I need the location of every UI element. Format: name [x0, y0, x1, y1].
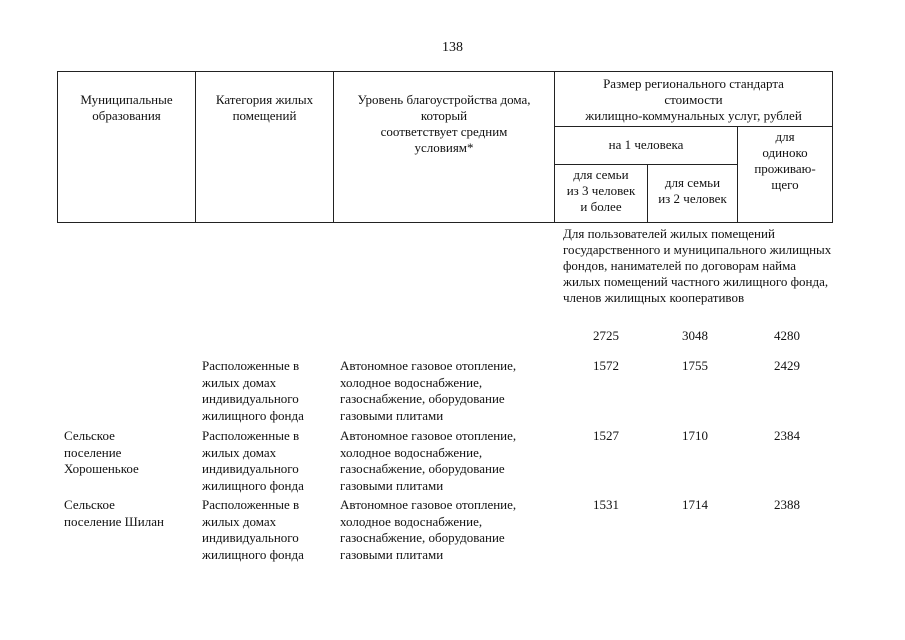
text-line: газоснабжение, оборудование	[340, 461, 505, 476]
header-standard-size-text	[558, 76, 829, 124]
text-line: газоснабжение, оборудование	[340, 391, 505, 406]
header-single-resident	[738, 127, 833, 223]
text-line: индивидуального	[202, 461, 299, 476]
text-line: образования	[92, 108, 161, 123]
table-header	[57, 71, 833, 223]
text-line: соответствует средним	[380, 124, 508, 139]
text-line: Автономное газовое отопление,	[340, 358, 517, 373]
value-family-3: 1531	[593, 497, 619, 512]
text-line: и более	[580, 199, 622, 214]
text-line: который	[420, 108, 468, 123]
text-line: холодное водоснабжение,	[340, 444, 483, 460]
value-family-3: 1527	[593, 428, 619, 443]
header-category	[196, 72, 334, 223]
value-single: 4280	[774, 328, 800, 343]
header-family-2	[648, 165, 738, 223]
value-family-3: 2725	[593, 328, 619, 343]
text-line: холодное водоснабжение,	[340, 513, 483, 529]
header-municipality	[58, 72, 196, 223]
text-line: Расположенные в	[202, 428, 300, 443]
value-family-2: 3048	[682, 328, 708, 343]
category-cell	[202, 428, 332, 494]
text-line: жилищного фонда	[202, 407, 304, 423]
text-line: газоснабжение, оборудование	[340, 530, 505, 545]
text-line: жилых домах	[202, 444, 277, 460]
value-single: 2388	[774, 497, 800, 512]
municipality-cell	[64, 428, 192, 478]
text-line: холодное водоснабжение,	[340, 374, 483, 390]
category-cell	[202, 358, 332, 424]
text-line: газовыми плитами	[340, 546, 444, 562]
text-line: поселение Шилан	[64, 513, 164, 529]
value-family-2: 1710	[682, 428, 708, 443]
text-line: индивидуального	[202, 391, 299, 406]
text-line: проживаю-	[754, 161, 816, 176]
text-line: жилищно-коммунальных услуг, рублей	[585, 108, 802, 123]
text-line: из 2 человек	[658, 191, 727, 206]
header-level	[334, 72, 555, 223]
text-line: поселение	[64, 444, 122, 460]
level-cell	[340, 358, 555, 424]
header-family-3	[555, 165, 648, 223]
value-family-3: 1572	[593, 358, 619, 373]
value-single: 2384	[774, 428, 800, 443]
category-cell	[202, 497, 332, 563]
header-category-text	[199, 92, 330, 124]
header-standard-size	[555, 72, 833, 127]
value-single: 2429	[774, 358, 800, 373]
text-line: условиям*	[414, 140, 474, 155]
text-line: Размер регионального стандарта	[603, 76, 784, 91]
page-number: 138	[442, 40, 463, 55]
level-cell	[340, 497, 555, 563]
text-line: Хорошенькое	[64, 461, 139, 476]
text-line: из 3 человек	[566, 183, 636, 198]
header-single-resident-text	[741, 129, 829, 193]
level-cell	[340, 428, 555, 494]
text-line: жилищного фонда	[202, 546, 304, 562]
value-family-2: 1714	[682, 497, 708, 512]
text-line: жилых домах	[202, 374, 277, 390]
text-line: индивидуального	[202, 530, 299, 545]
text-line: для семьи	[573, 167, 629, 182]
text-line: Расположенные в	[202, 358, 300, 373]
text-line: газовыми плитами	[340, 407, 444, 423]
text-line: помещений	[232, 108, 297, 123]
header-per-person: на 1 человека	[555, 127, 738, 165]
text-line: Уровень благоустройства дома,	[357, 92, 531, 107]
municipality-cell	[64, 497, 192, 530]
text-line: Сельское	[64, 428, 115, 443]
text-line: щего	[771, 177, 799, 192]
header-family-3-text	[558, 167, 644, 215]
value-family-2: 1755	[682, 358, 708, 373]
text-line: Автономное газовое отопление,	[340, 497, 517, 512]
header-level-text	[337, 92, 551, 156]
text-line: Расположенные в	[202, 497, 300, 512]
text-line: для	[775, 129, 795, 144]
text-line: Автономное газовое отопление,	[340, 428, 517, 443]
text-line: Сельское	[64, 497, 115, 512]
text-line: жилых домах	[202, 513, 277, 529]
header-municipality-text	[61, 92, 192, 124]
text-line: стоимости	[664, 92, 723, 107]
text-line: газовыми плитами	[340, 477, 444, 493]
header-family-2-text	[651, 175, 734, 207]
housing-fund-note: Для пользователей жилых помещений государственного и муниципального жилищных фондов, нанимателей по договорам найма жилых помещений частного жилищного фонда, членов жилищных кооперативов	[563, 226, 832, 305]
text-line: Категория жилых	[215, 92, 314, 107]
text-line: Муниципальные	[80, 92, 173, 107]
text-line: для семьи	[664, 175, 721, 190]
text-line: жилищного фонда	[202, 477, 304, 493]
text-line: одиноко	[762, 145, 808, 160]
